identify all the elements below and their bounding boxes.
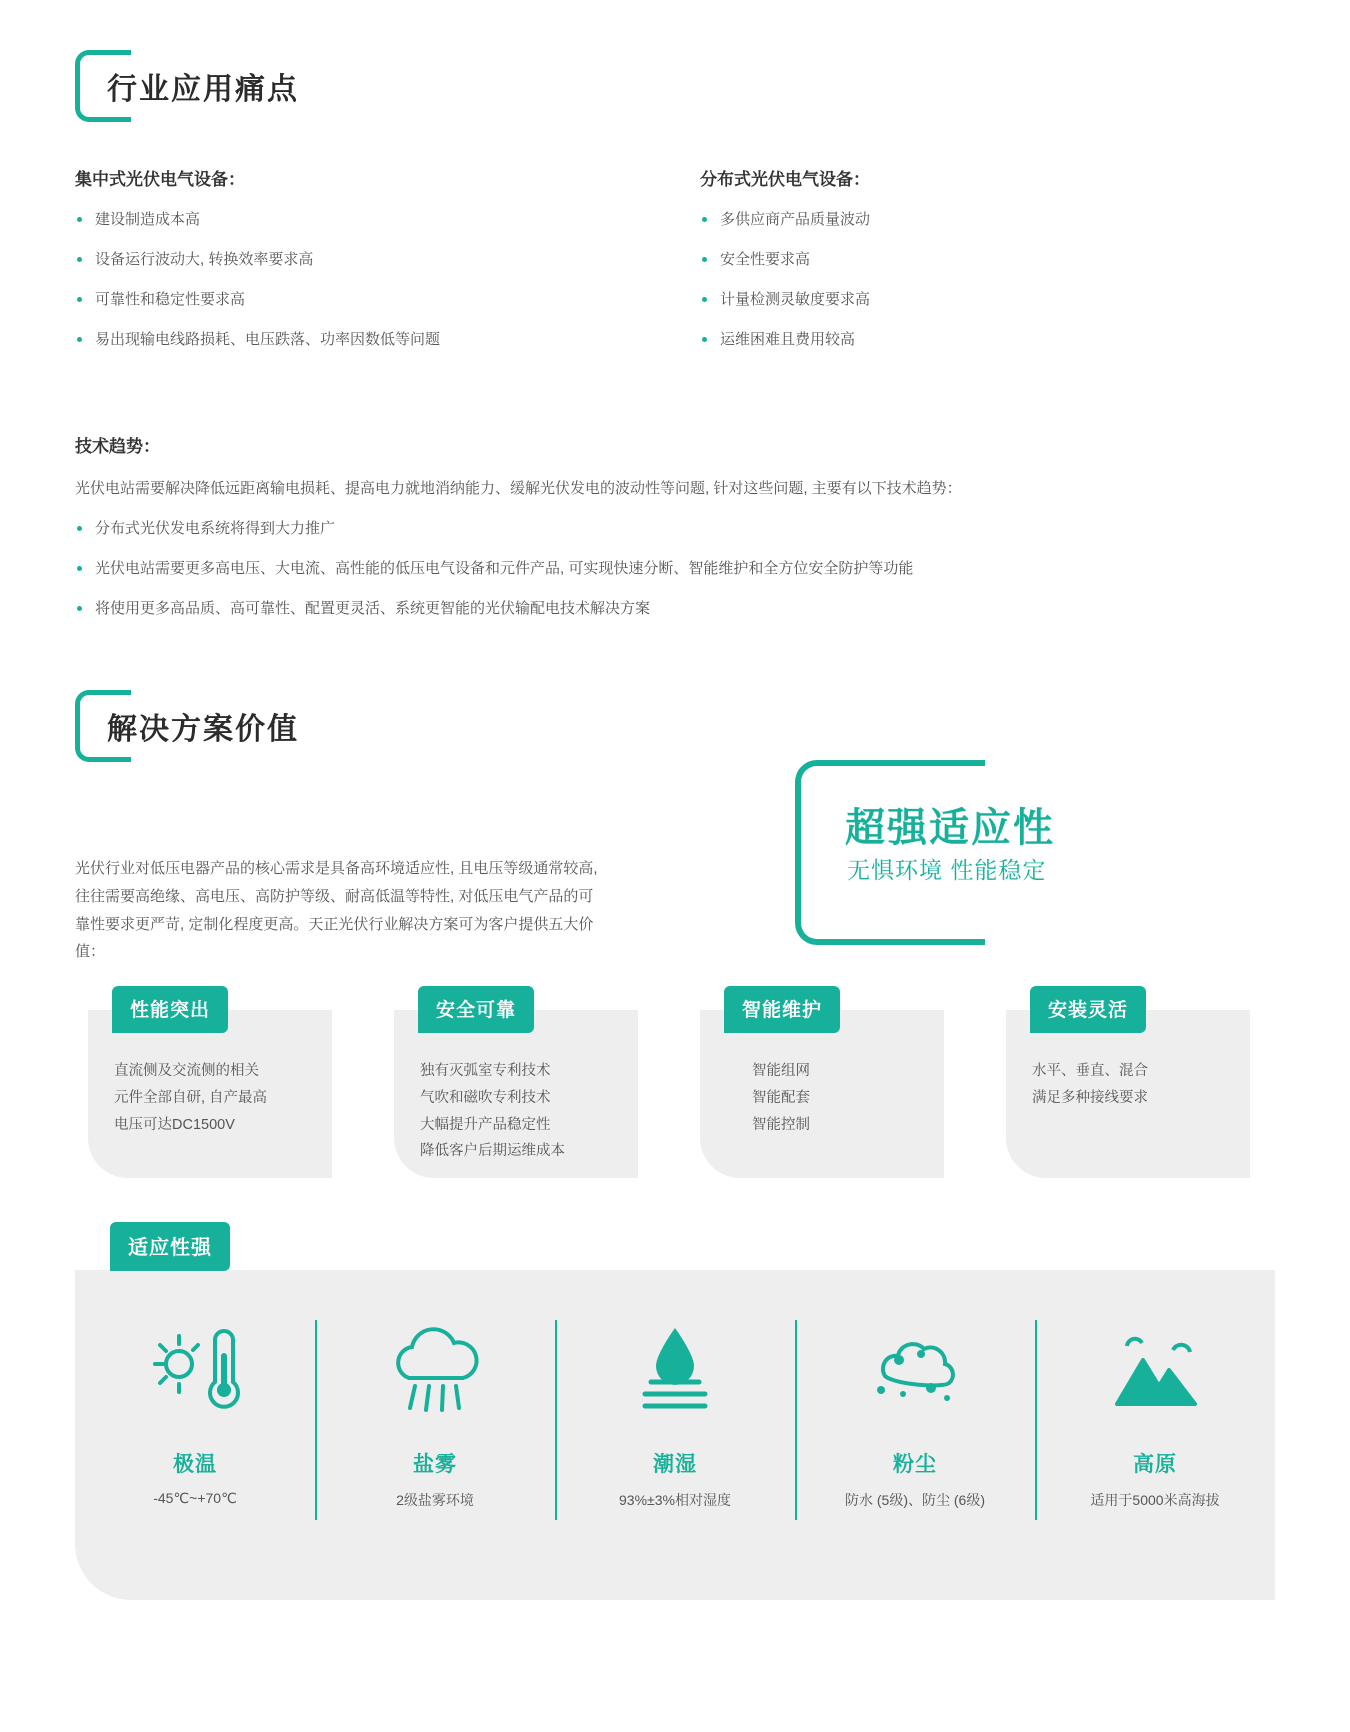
value-card-line: 电压可达DC1500V	[114, 1116, 235, 1133]
value-section-title: 解决方案价值	[107, 713, 299, 746]
adapt-item-desc: 2级盐雾环境	[396, 1492, 474, 1508]
adapt-item-name: 盐雾	[413, 1453, 457, 1476]
pain-column-centralized	[75, 165, 595, 368]
value-card-flexible-install	[1006, 1000, 1250, 1178]
adapt-item-name: 极温	[173, 1453, 217, 1476]
pain-list-centralized	[75, 208, 595, 352]
list-item: 安全性要求高	[700, 248, 1220, 272]
salt-spray-cloud-icon	[383, 1318, 487, 1422]
adaptability-tag: 适应性强	[110, 1222, 230, 1271]
pain-section-header	[75, 50, 299, 122]
list-item: 运维困难且费用较高	[700, 328, 1220, 352]
value-card-smart-maintenance	[700, 1000, 944, 1178]
value-card-line: 水平、垂直、混合	[1032, 1063, 1148, 1079]
adapt-item-desc: 93%±3%相对湿度	[619, 1492, 731, 1508]
value-card-line: 降低客户后期运维成本	[420, 1143, 565, 1160]
value-card-line: 智能配套	[752, 1089, 810, 1106]
value-card-line: 气吹和磁吹专利技术	[420, 1089, 551, 1106]
value-card-line: 元件全部自研, 自产最高	[114, 1089, 268, 1106]
value-card-tag: 安全可靠	[418, 986, 534, 1033]
list-item: 易出现输电线路损耗、电压跌落、功率因数低等问题	[75, 328, 595, 352]
mountain-plateau-icon	[1103, 1318, 1207, 1422]
adapt-item-name: 粉尘	[893, 1453, 937, 1476]
value-card-line: 独有灭弧室专利技术	[420, 1063, 551, 1079]
adapt-item-desc: 适用于5000米高海拔	[1090, 1492, 1220, 1508]
adapt-item-salt-spray	[315, 1300, 555, 1580]
value-card-performance	[88, 1000, 332, 1178]
list-item: 设备运行波动大, 转换效率要求高	[75, 248, 595, 272]
value-card-line: 满足多种接线要求	[1032, 1089, 1148, 1106]
page-title: 行业应用痛点	[107, 73, 299, 106]
tech-trend-lead: 光伏电站需要解决降低远距离输电损耗、提高电力就地消纳能力、缓解光伏发电的波动性等问题, 针对这些问题, 主要有以下技术趋势：	[75, 480, 962, 497]
adapt-item-humidity	[555, 1300, 795, 1580]
list-item: 光伏电站需要更多高电压、大电流、高性能的低压电气设备和元件产品, 可实现快速分断、智能维护和全方位安全防护等功能	[75, 557, 1185, 581]
adapt-item-dust	[795, 1300, 1035, 1580]
list-item: 建设制造成本高	[75, 208, 595, 232]
value-card-tag: 性能突出	[112, 986, 228, 1033]
adapt-item-desc: -45℃~+70℃	[153, 1490, 237, 1506]
tech-trend-list	[75, 517, 1185, 621]
value-card-tag: 安装灵活	[1030, 986, 1146, 1033]
value-section-header	[75, 690, 299, 762]
adapt-item-desc: 防水 (5级)、防尘 (6级)	[845, 1492, 985, 1508]
list-item: 分布式光伏发电系统将得到大力推广	[75, 517, 1185, 541]
adaptability-items	[75, 1300, 1275, 1580]
value-intro-text: 光伏行业对低压电器产品的核心需求是具备高环境适应性, 且电压等级通常较高, 往往需要高绝缘、高电压、高防护等级、耐高低温等特性, 对低压电气产品的可靠性要求更严苛, 定制化程度更高。天正光伏行业解决方案可为客户提供五大价值：	[75, 860, 598, 961]
adapt-item-name: 高原	[1133, 1453, 1177, 1476]
pain-column-heading: 集中式光伏电气设备：	[75, 170, 245, 189]
thermometer-sun-icon	[143, 1318, 247, 1422]
value-card-line: 直流侧及交流侧的相关	[114, 1063, 259, 1079]
value-card-line: 智能组网	[752, 1063, 810, 1079]
value-card-tag: 智能维护	[724, 986, 840, 1033]
adapt-item-extreme-temp	[75, 1300, 315, 1580]
pain-column-distributed	[700, 165, 1220, 368]
pain-column-heading: 分布式光伏电气设备：	[700, 170, 870, 189]
tech-trend-heading: 技术趋势：	[75, 437, 160, 456]
pain-list-distributed	[700, 208, 1220, 352]
value-card-safety	[394, 1000, 638, 1178]
dust-particles-icon	[863, 1318, 967, 1422]
list-item: 计量检测灵敏度要求高	[700, 288, 1220, 312]
badge-title: 超强适应性	[845, 806, 1055, 850]
adapt-item-plateau	[1035, 1300, 1275, 1580]
badge-subtitle: 无惧环境 性能稳定	[847, 857, 1047, 883]
tech-trend-block	[75, 432, 1185, 637]
value-card-line: 大幅提升产品稳定性	[420, 1116, 551, 1133]
adapt-item-name: 潮湿	[653, 1453, 697, 1476]
value-card-body	[394, 1010, 638, 1165]
list-item: 将使用更多高品质、高可靠性、配置更灵活、系统更智能的光伏输配电技术解决方案	[75, 597, 1185, 621]
list-item: 可靠性和稳定性要求高	[75, 288, 595, 312]
adaptability-badge	[795, 760, 1115, 960]
value-card-line: 智能控制	[752, 1116, 810, 1133]
list-item: 多供应商产品质量波动	[700, 208, 1220, 232]
humidity-drop-icon	[623, 1318, 727, 1422]
